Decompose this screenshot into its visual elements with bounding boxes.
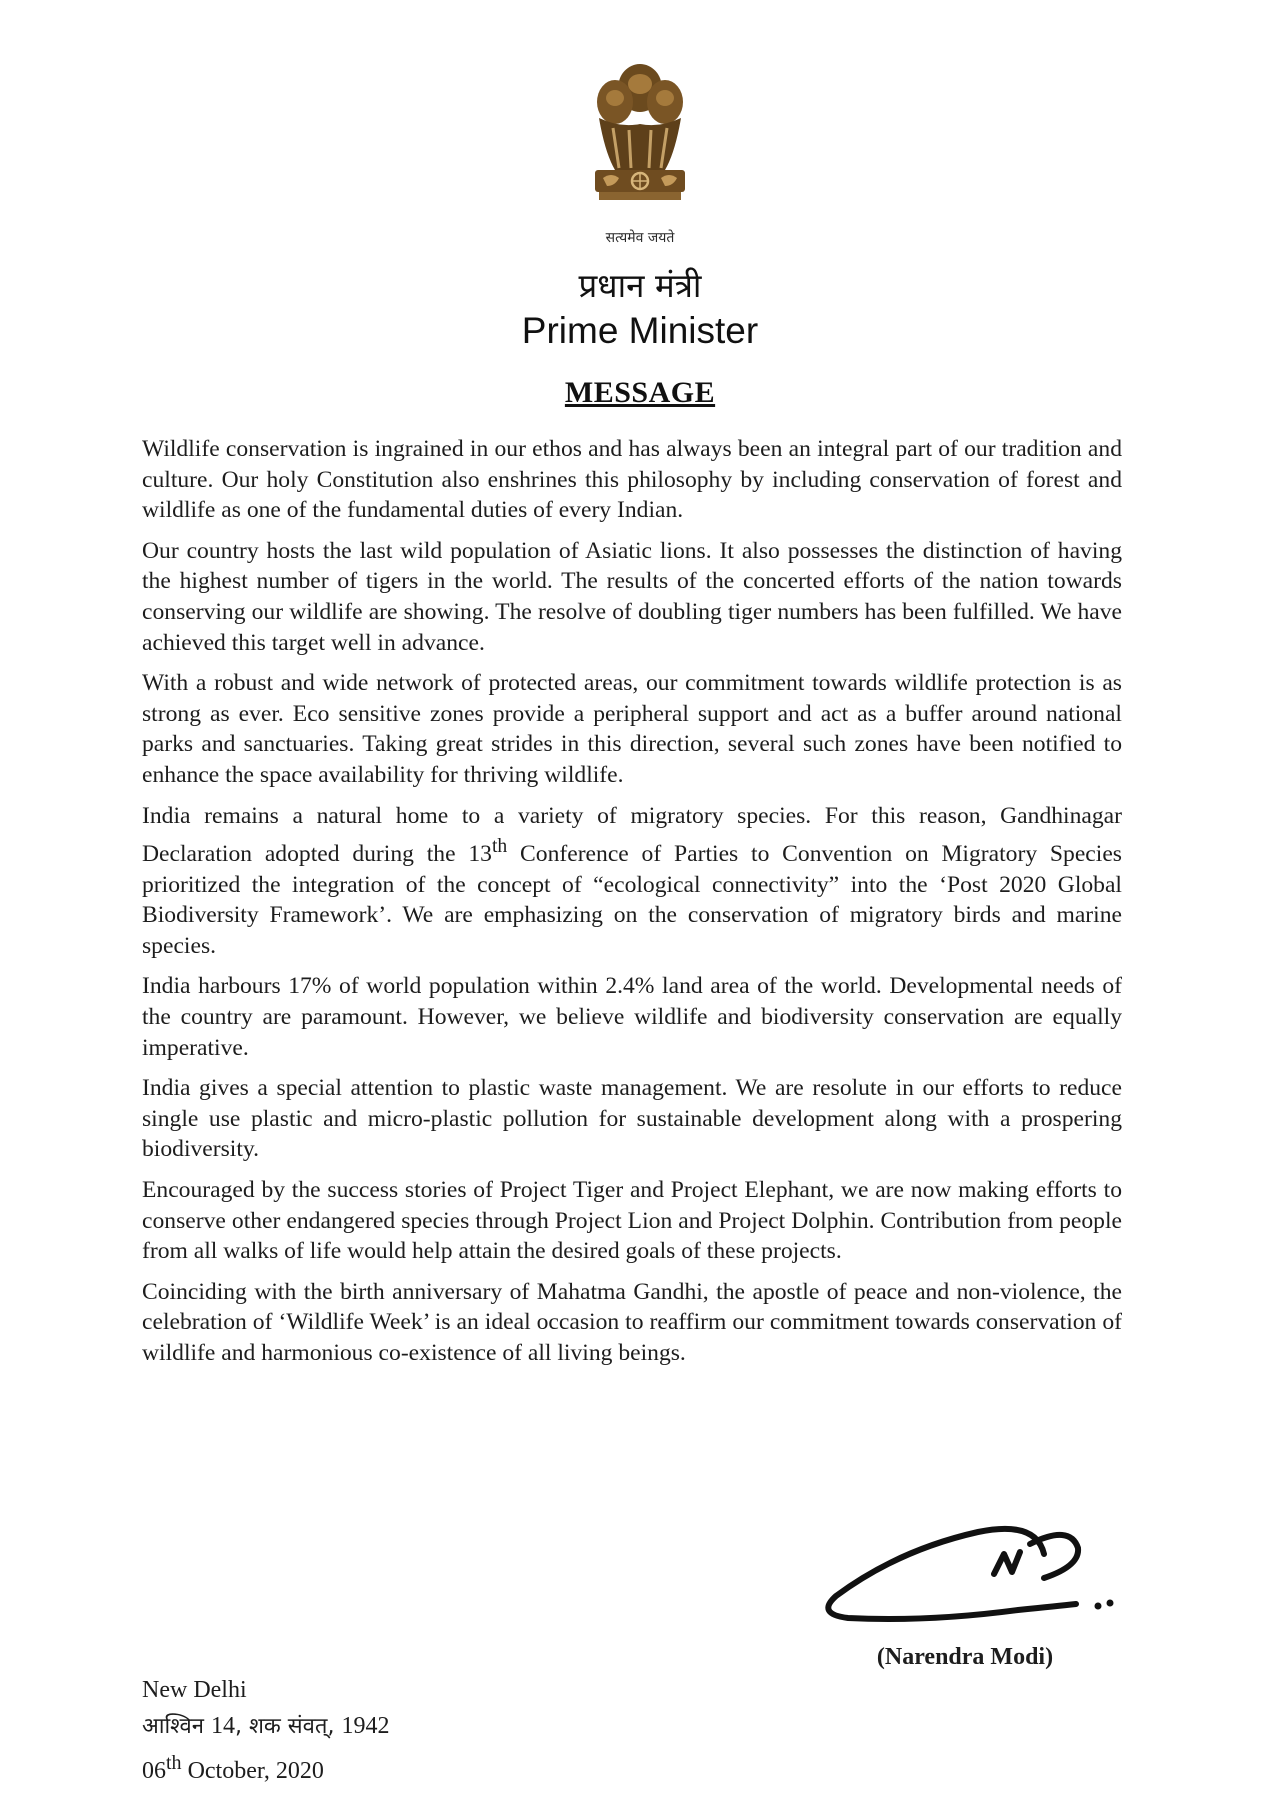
paragraph-1: Wildlife conservation is ingrained in our ethos and has always been an integral part of our tradition and culture. Our holy Constitution also enshrines this philosophy by including conservation of forest and wildlife as one of the fundamental duties of every Indian. xyxy=(142,436,1122,524)
signature-image xyxy=(808,1510,1128,1640)
paragraph-4-part-2: Conference of Parties to Convention on Migratory Species prioritized the integration of the concept of “ecological connectivity” into the ‘Post 2020 Global Biodiversity Framework’. We are emphasizing on the conservation of migratory birds and marine species. xyxy=(142,840,1122,959)
date-day: 06 xyxy=(142,1758,166,1784)
hindi-era: , शक संवत्, xyxy=(234,1714,342,1739)
date-month-year: October, 2020 xyxy=(181,1758,324,1784)
paragraph-7: Encouraged by the success stories of Project Tiger and Project Elephant, we are now making efforts to conserve other endangered species through Project Lion and Project Dolphin. Contribution from people from all walks of life would help attain the desired goals of these projects. xyxy=(142,1176,1122,1265)
place: New Delhi xyxy=(142,1677,247,1703)
paragraph-8: Coinciding with the birth anniversary of Mahatma Gandhi, the apostle of peace and non-violence, the celebration of ‘Wildlife Week’ is an ideal occasion to reaffirm our commitment towards conservation of wildlife and harmonious co-existence of all living beings. xyxy=(142,1278,1122,1366)
emblem-motto: सत्यमेव जयते xyxy=(605,230,675,246)
hindi-month: आश्विन xyxy=(142,1714,211,1739)
hindi-date xyxy=(142,1708,389,1745)
ordinal-suffix: th xyxy=(491,835,508,858)
paragraph-6: India gives a special attention to plastic waste management. We are resolute in our efforts to reduce single use plastic and micro-plastic pollution for sustainable development along with a prospering biodiversity. xyxy=(142,1075,1122,1163)
paragraph-4 xyxy=(142,801,1122,962)
office-title-english: Prime Minister xyxy=(521,310,759,351)
letterhead xyxy=(565,58,715,258)
office-title-hindi: प्रधान मंत्री xyxy=(578,266,702,305)
hindi-year: 1942 xyxy=(341,1713,390,1739)
paragraph-4-part-1: India remains a natural home to a variety of migratory species. For this reason, Gandhinagar Declaration adopted during the 13 xyxy=(142,802,1122,867)
english-date xyxy=(142,1745,389,1789)
state-emblem-icon xyxy=(585,58,695,226)
message-body xyxy=(142,434,1122,1378)
paragraph-2: Our country hosts the last wild population of Asiatic lions. It also possesses the distinction of having the highest number of tigers in the world. The results of the concerted efforts of the nation towards conserving our wildlife are showing. The resolve of doubling tiger numbers has been fulfilled. We have achieved this target well in advance. xyxy=(142,537,1122,656)
signatory-name: (Narendra Modi) xyxy=(876,1644,1054,1670)
hindi-day: 14 xyxy=(210,1713,235,1739)
place-and-date xyxy=(142,1672,389,1789)
paragraph-5: India harbours 17% of world population within 2.4% land area of the world. Developmental needs of the country are paramount. However, we believe wildlife and biodiversity conservation are equally imperative. xyxy=(142,973,1122,1061)
paragraph-3: With a robust and wide network of protected areas, our commitment towards wildlife protection is as strong as ever. Eco sensitive zones provide a peripheral support and act as a buffer around national parks and sanctuaries. Taking great strides in this direction, several such zones have been notified to enhance the space availability for thriving wildlife. xyxy=(142,670,1122,788)
message-heading: MESSAGE xyxy=(564,376,716,409)
date-day-suffix: th xyxy=(166,1752,182,1774)
